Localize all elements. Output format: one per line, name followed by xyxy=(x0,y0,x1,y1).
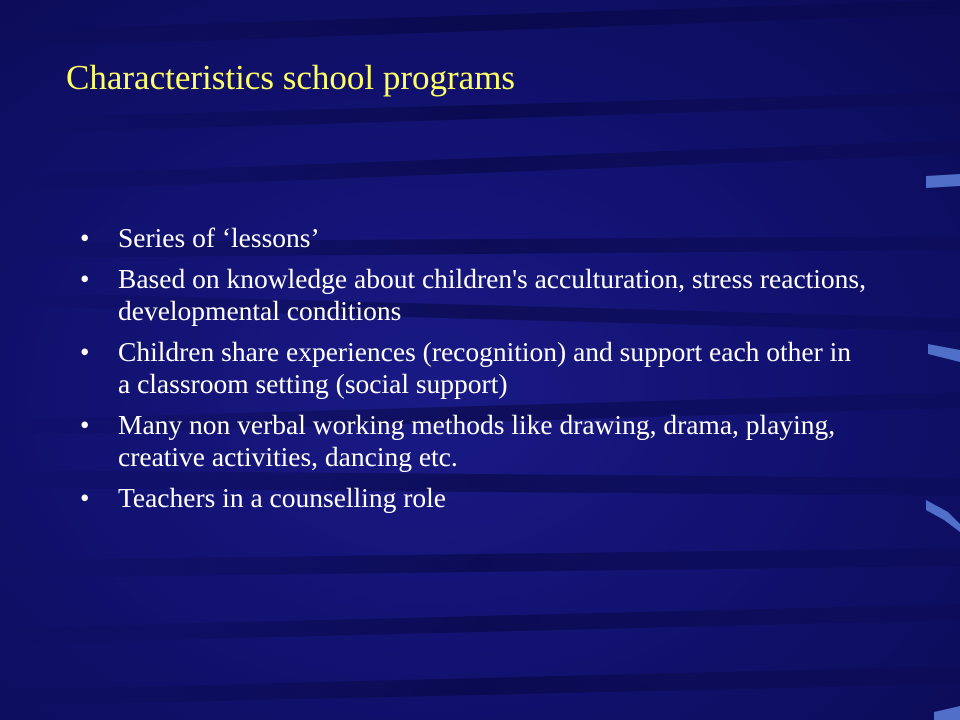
bullet-item xyxy=(80,336,870,400)
bullet-dot-icon: • xyxy=(80,223,90,253)
edge-highlights xyxy=(926,174,960,720)
bullet-text: Children share experiences (recognition) and support each other in a classroom setting (social support) xyxy=(118,336,852,399)
bullet-item xyxy=(80,409,870,473)
bullet-dot-icon: • xyxy=(80,483,90,513)
bullet-dot-icon: • xyxy=(80,337,90,367)
bullet-text: Based on knowledge about children's acculturation, stress reactions, developmental conditions xyxy=(118,263,867,326)
bullet-item xyxy=(80,263,870,327)
bullet-list xyxy=(80,222,870,523)
slide-title: Characteristics school programs xyxy=(66,58,516,97)
bullet-text: Series of ‘lessons’ xyxy=(118,222,320,253)
bullet-item xyxy=(80,222,870,254)
bullet-dot-icon: • xyxy=(80,264,90,294)
bullet-text: Many non verbal working methods like drawing, drama, playing, creative activities, dancing etc. xyxy=(118,409,836,472)
bullet-item xyxy=(80,482,870,514)
bullet-text: Teachers in a counselling role xyxy=(118,482,446,513)
bullet-dot-icon: • xyxy=(80,410,90,440)
